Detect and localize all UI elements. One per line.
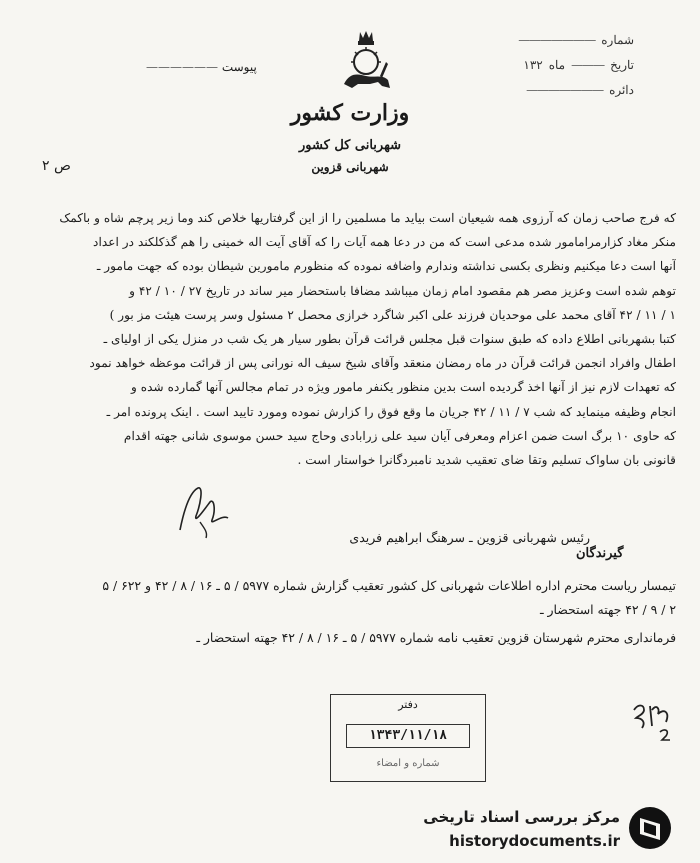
number-label: شماره	[601, 33, 634, 47]
date-blank: ———	[571, 58, 605, 72]
body-line: توهم شده است وعزیز مصر هم مقصود امام زمان میباشد مضافا باستحضار میر ساند در تاریخ ۲۷ / ۱۰ / ۴۲ و	[129, 283, 676, 298]
date-row	[424, 53, 634, 78]
attachment-label: پیوست	[221, 60, 257, 74]
department-blank: ———————	[526, 83, 604, 97]
body-line: که تعهدات لازم نیز از آنها اخذ گردیده است بدین منظور یکنفر مامور ویژه در تمام مجالس آنها گمارده شده و	[130, 380, 676, 395]
signature-line: رئیس شهربانی قزوین ـ سرهنگ ابراهیم فریدی	[349, 530, 590, 545]
city-police-title: شهربانی قزوین	[311, 160, 389, 174]
header-meta	[424, 28, 634, 103]
recipients-title: گیرندگان	[576, 546, 624, 561]
body-line: کتبا بشهربانی اطلاع داده که طبق سنوات قبل مجلس قرائت قرآن بطور سیار هر یک شب در منزل یکی از اولیای ـ	[103, 332, 676, 347]
attachment-blank: ——————	[146, 60, 218, 74]
ministry-title: وزارت کشور	[290, 100, 410, 126]
body-line: آنها است دعا میکنیم ونظری بکسی نداشته وندارم واضافه نموده که منظورم مامورین شیطان بوده که جهت مامور ـ	[96, 259, 676, 274]
handwritten-annotation-icon	[630, 700, 680, 744]
recipient-2-line-1: فرمانداری محترم شهرستان قزوین تعقیب نامه شماره ۵۹۷۷ / ۵ ـ ۱۶ / ۸ / ۴۲ جهته استحضار ـ	[196, 630, 676, 645]
lion-sun-emblem-icon	[336, 28, 396, 92]
number-row	[424, 28, 634, 53]
stamp-label: دفتر	[398, 698, 418, 711]
stamp-number: ۱۳۴۳/۱۱/۱۸	[346, 724, 470, 748]
archive-name: مرکز بررسی اسناد تاریخی	[423, 808, 620, 826]
body-line: که فرج صاحب زمان که آرزوی همه شیعیان است بیاید ما مسلمین را از این گرفتاریها خلاص کند وما زیر پرچم شاه و باکمک	[59, 211, 676, 225]
body-line: اطفال وافراد انجمن قرائت قرآن در ماه رمضان منعقد وآقای شیخ سیف اله نورانی پس از قرائت موعظه خواهد نمود	[89, 356, 676, 371]
department-label: دائره	[609, 83, 634, 97]
body-line: قانونی بان ساواک تسلیم وتقا ضای تعقیب شدید نامبردگانرا خواستار است .	[297, 453, 676, 468]
recipient-1-line-2: ۲ / ۹ / ۴۲ جهته استحضار ـ	[539, 602, 676, 617]
body-line: ۱ / ۱۱ / ۴۲ آقای محمد علی موحدیان فرزند علی اکبر شاگرد خرازی محصل ۲ مسئول وسر پرست هیئت مز بور )	[109, 307, 676, 322]
stamp-note: شماره و امضاء	[376, 758, 440, 769]
date-label: تاریخ	[610, 58, 634, 72]
police-hq-title: شهربانی کل کشور	[299, 138, 401, 153]
page-number: ص ۲	[42, 158, 71, 174]
attachment-row	[146, 60, 257, 74]
year-value: ۱۳۲	[523, 58, 543, 72]
body-line: انجام وظیفه مینماید که شب ۷ / ۱۱ / ۴۲ جریان ما وقع فوق را کزارش نموده ومورد تایید است . اینک پرونده امر ـ	[106, 404, 676, 419]
letter-body	[28, 206, 676, 472]
body-line: که حاوی ۱۰ برگ است ضمن اعزام ومعرفی آیان سید علی زرابادی وحاج سید حسن موسوی شانی جهته اقدام	[123, 428, 676, 443]
recipient-1-line-1: تیمسار ریاست محترم اداره اطلاعات شهربانی کل کشور تعقیب گزارش شماره ۵۹۷۷ / ۵ ـ ۱۶ / ۸ / ۴۲ و ۶۲۲ / ۵	[102, 578, 676, 593]
month-label: ماه	[548, 58, 566, 72]
body-line: منکر مغاد کزارمرامامور شده مدعی است که من در دعا همه آیات را که آقای آیت اله خمینی را هم گذکلکند در اعداد	[93, 235, 676, 250]
archive-url[interactable]: historydocuments.ir	[449, 832, 620, 850]
registry-stamp	[330, 694, 486, 782]
department-row	[424, 78, 634, 103]
recipient-2	[36, 626, 676, 650]
recipient-1	[36, 574, 676, 622]
number-blank: ———————	[518, 33, 596, 47]
handwritten-signature-icon	[170, 480, 240, 540]
archive-logo-icon	[626, 804, 674, 852]
